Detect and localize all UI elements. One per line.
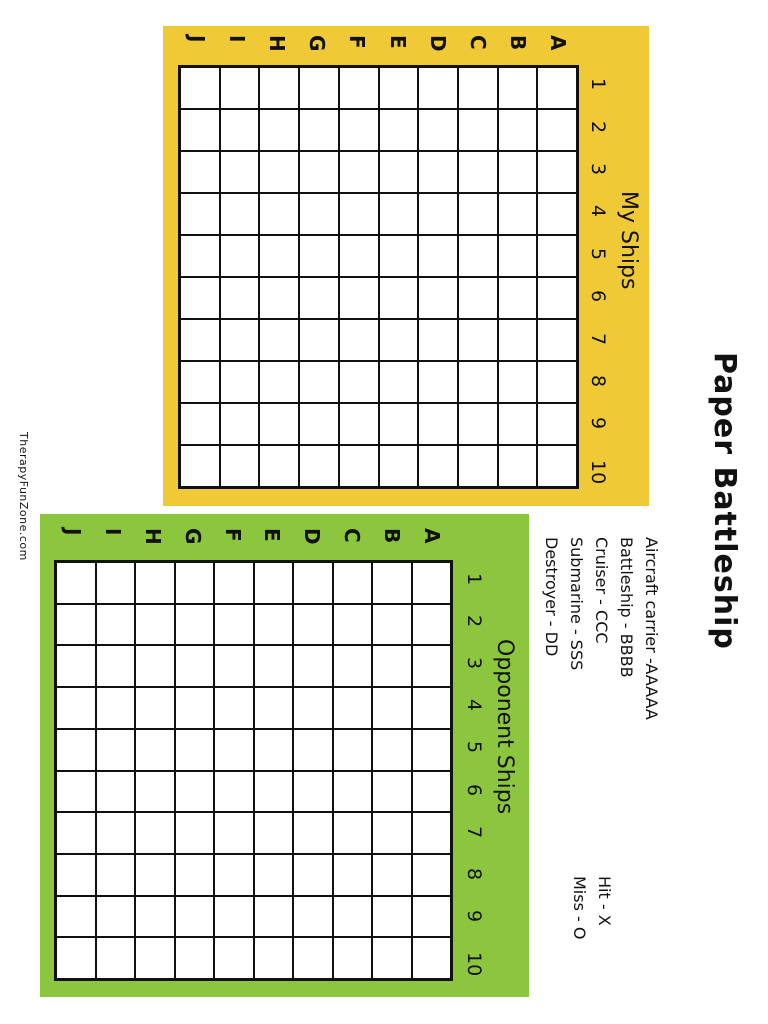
grid-cell[interactable] [254, 896, 294, 938]
grid-cell[interactable] [412, 729, 452, 771]
grid-cell[interactable] [498, 403, 538, 445]
grid-cell[interactable] [537, 319, 577, 361]
grid-cell[interactable] [293, 604, 333, 646]
grid-cell[interactable] [379, 193, 419, 235]
grid-cell[interactable] [537, 193, 577, 235]
grid-cell[interactable] [333, 687, 373, 729]
column-label: 4 [587, 205, 609, 218]
grid-cell[interactable] [379, 67, 419, 109]
grid-cell[interactable] [537, 151, 577, 193]
grid-cell[interactable] [379, 151, 419, 193]
grid-cell[interactable] [254, 771, 294, 813]
grid-cell[interactable] [293, 854, 333, 896]
grid-cell[interactable] [333, 937, 373, 979]
grid-cell[interactable] [458, 193, 498, 235]
grid-cell[interactable] [333, 812, 373, 854]
grid-cell[interactable] [293, 687, 333, 729]
ship-destroyer: Destroyer - DD [542, 537, 561, 657]
grid-cell[interactable] [372, 562, 412, 604]
grid-cell[interactable] [299, 109, 339, 151]
grid-cell[interactable] [96, 687, 136, 729]
grid-cell[interactable] [498, 67, 538, 109]
row-label: E [385, 35, 410, 49]
grid-cell[interactable] [372, 645, 412, 687]
grid-cell[interactable] [220, 193, 260, 235]
row-label: F [220, 528, 245, 542]
grid-cell[interactable] [220, 319, 260, 361]
row-label: E [260, 528, 285, 542]
grid-cell[interactable] [372, 729, 412, 771]
grid-cell[interactable] [180, 235, 220, 277]
grid-cell[interactable] [214, 937, 254, 979]
grid-cell[interactable] [372, 937, 412, 979]
grid-cell[interactable] [259, 109, 299, 151]
grid-cell[interactable] [458, 403, 498, 445]
grid-cell[interactable] [175, 604, 215, 646]
grid-cell[interactable] [175, 937, 215, 979]
grid-cell[interactable] [537, 445, 577, 487]
row-label: C [465, 35, 490, 50]
my-ships-panel [163, 26, 649, 506]
row-label: H [140, 528, 165, 545]
grid-cell[interactable] [135, 812, 175, 854]
my-ships-grid [178, 65, 579, 489]
grid-cell[interactable] [254, 562, 294, 604]
grid-cell[interactable] [412, 771, 452, 813]
grid-cell[interactable] [339, 67, 379, 109]
grid-cell[interactable] [372, 854, 412, 896]
page-title: Paper Battleship [707, 352, 742, 650]
grid-cell[interactable] [498, 235, 538, 277]
ship-aircraft-carrier: Aircraft carrier -AAAAA [642, 537, 661, 720]
grid-cell[interactable] [379, 109, 419, 151]
grid-cell[interactable] [412, 562, 452, 604]
grid-cell[interactable] [372, 771, 412, 813]
grid-cell[interactable] [254, 812, 294, 854]
grid-cell[interactable] [180, 151, 220, 193]
grid-cell[interactable] [96, 562, 136, 604]
grid-cell[interactable] [537, 277, 577, 319]
grid-cell[interactable] [339, 235, 379, 277]
grid-cell[interactable] [175, 645, 215, 687]
column-label: 9 [587, 417, 609, 430]
website-credit: TherapyFunZone.com [17, 432, 30, 561]
grid-cell[interactable] [299, 319, 339, 361]
grid-cell[interactable] [254, 854, 294, 896]
grid-cell[interactable] [537, 235, 577, 277]
grid-cell[interactable] [293, 771, 333, 813]
grid-cell[interactable] [220, 151, 260, 193]
grid-cell[interactable] [412, 604, 452, 646]
column-label: 2 [587, 120, 609, 133]
grid-cell[interactable] [180, 193, 220, 235]
grid-cell[interactable] [135, 896, 175, 938]
grid-cell[interactable] [214, 854, 254, 896]
grid-cell[interactable] [180, 445, 220, 487]
grid-cell[interactable] [214, 812, 254, 854]
grid-cell[interactable] [220, 67, 260, 109]
grid-cell[interactable] [418, 361, 458, 403]
grid-cell[interactable] [299, 277, 339, 319]
grid-cell[interactable] [293, 937, 333, 979]
grid-cell[interactable] [56, 645, 96, 687]
legend-hit: Hit - X [595, 876, 614, 926]
column-label: 9 [463, 909, 485, 922]
grid-cell[interactable] [214, 687, 254, 729]
row-label: B [380, 528, 405, 544]
grid-cell[interactable] [96, 604, 136, 646]
grid-cell[interactable] [175, 854, 215, 896]
grid-cell[interactable] [537, 67, 577, 109]
grid-cell[interactable] [56, 854, 96, 896]
legend-miss: Miss - O [570, 876, 589, 940]
grid-cell[interactable] [259, 319, 299, 361]
grid-cell[interactable] [180, 319, 220, 361]
grid-cell[interactable] [214, 562, 254, 604]
grid-cell[interactable] [299, 403, 339, 445]
column-label: 3 [463, 657, 485, 670]
grid-cell[interactable] [175, 771, 215, 813]
grid-cell[interactable] [333, 562, 373, 604]
grid-cell[interactable] [214, 896, 254, 938]
row-label: H [265, 35, 290, 52]
grid-cell[interactable] [537, 361, 577, 403]
row-label: D [425, 35, 450, 52]
column-label: 10 [587, 459, 609, 484]
grid-cell[interactable] [498, 109, 538, 151]
grid-cell[interactable] [135, 645, 175, 687]
row-label: F [345, 35, 370, 49]
row-label: J [60, 528, 85, 536]
grid-cell[interactable] [339, 403, 379, 445]
row-label: D [300, 528, 325, 545]
grid-cell[interactable] [56, 729, 96, 771]
grid-cell[interactable] [299, 151, 339, 193]
grid-cell[interactable] [299, 445, 339, 487]
grid-cell[interactable] [56, 937, 96, 979]
grid-cell[interactable] [412, 937, 452, 979]
grid-cell[interactable] [175, 687, 215, 729]
grid-cell[interactable] [333, 729, 373, 771]
column-label: 1 [587, 78, 609, 91]
grid-cell[interactable] [259, 277, 299, 319]
grid-cell[interactable] [498, 319, 538, 361]
grid-cell[interactable] [293, 645, 333, 687]
row-label: I [100, 528, 125, 536]
grid-cell[interactable] [379, 361, 419, 403]
grid-cell[interactable] [293, 896, 333, 938]
grid-cell[interactable] [96, 896, 136, 938]
row-label: I [225, 35, 250, 43]
opponent-ships-grid [54, 560, 453, 981]
grid-cell[interactable] [254, 937, 294, 979]
grid-cell[interactable] [498, 445, 538, 487]
grid-cell[interactable] [418, 403, 458, 445]
grid-cell[interactable] [372, 896, 412, 938]
grid-cell[interactable] [175, 729, 215, 771]
grid-cell[interactable] [56, 687, 96, 729]
row-label: G [305, 35, 330, 52]
column-label: 1 [463, 573, 485, 586]
grid-cell[interactable] [56, 771, 96, 813]
grid-cell[interactable] [418, 67, 458, 109]
grid-cell[interactable] [220, 235, 260, 277]
grid-cell[interactable] [339, 277, 379, 319]
grid-cell[interactable] [56, 812, 96, 854]
grid-cell[interactable] [220, 403, 260, 445]
grid-cell[interactable] [379, 403, 419, 445]
grid-cell[interactable] [339, 109, 379, 151]
grid-cell[interactable] [458, 67, 498, 109]
grid-cell[interactable] [135, 604, 175, 646]
column-label: 6 [587, 290, 609, 303]
grid-cell[interactable] [339, 445, 379, 487]
grid-cell[interactable] [458, 151, 498, 193]
grid-cell[interactable] [214, 729, 254, 771]
grid-cell[interactable] [220, 277, 260, 319]
grid-cell[interactable] [135, 687, 175, 729]
grid-cell[interactable] [259, 445, 299, 487]
grid-cell[interactable] [56, 604, 96, 646]
grid-cell[interactable] [180, 361, 220, 403]
column-label: 2 [463, 615, 485, 628]
grid-cell[interactable] [175, 562, 215, 604]
grid-cell[interactable] [293, 562, 333, 604]
grid-cell[interactable] [537, 109, 577, 151]
grid-cell[interactable] [254, 687, 294, 729]
grid-cell[interactable] [537, 403, 577, 445]
grid-cell[interactable] [418, 151, 458, 193]
grid-cell[interactable] [96, 771, 136, 813]
grid-cell[interactable] [299, 193, 339, 235]
grid-cell[interactable] [333, 604, 373, 646]
grid-cell[interactable] [458, 445, 498, 487]
grid-cell[interactable] [418, 109, 458, 151]
grid-cell[interactable] [259, 151, 299, 193]
grid-cell[interactable] [458, 109, 498, 151]
grid-cell[interactable] [458, 319, 498, 361]
grid-cell[interactable] [379, 445, 419, 487]
row-label: G [180, 528, 205, 545]
grid-cell[interactable] [372, 687, 412, 729]
panel-title: My Ships [616, 191, 641, 290]
opponent-ships-panel [40, 514, 529, 997]
grid-cell[interactable] [412, 854, 452, 896]
grid-cell[interactable] [254, 729, 294, 771]
column-label: 8 [463, 867, 485, 880]
grid-cell[interactable] [339, 151, 379, 193]
grid-cell[interactable] [498, 277, 538, 319]
grid-cell[interactable] [96, 729, 136, 771]
grid-cell[interactable] [412, 645, 452, 687]
grid-cell[interactable] [96, 854, 136, 896]
grid-cell[interactable] [180, 67, 220, 109]
grid-cell[interactable] [135, 854, 175, 896]
grid-cell[interactable] [254, 645, 294, 687]
grid-cell[interactable] [254, 604, 294, 646]
grid-cell[interactable] [180, 277, 220, 319]
grid-cell[interactable] [418, 235, 458, 277]
grid-cell[interactable] [96, 937, 136, 979]
grid-cell[interactable] [220, 109, 260, 151]
grid-cell[interactable] [418, 445, 458, 487]
grid-cell[interactable] [412, 687, 452, 729]
grid-cell[interactable] [418, 277, 458, 319]
grid-cell[interactable] [299, 235, 339, 277]
grid-cell[interactable] [56, 896, 96, 938]
row-label: B [505, 35, 530, 51]
grid-cell[interactable] [339, 319, 379, 361]
grid-cell[interactable] [214, 645, 254, 687]
column-label: 10 [463, 951, 485, 977]
panel-title: Opponent Ships [492, 639, 517, 815]
grid-cell[interactable] [135, 729, 175, 771]
grid-cell[interactable] [96, 645, 136, 687]
grid-cell[interactable] [214, 771, 254, 813]
column-label: 6 [463, 783, 485, 796]
grid-cell[interactable] [458, 235, 498, 277]
grid-cell[interactable] [412, 812, 452, 854]
ship-cruiser: Cruiser - CCC [592, 537, 611, 644]
grid-cell[interactable] [175, 896, 215, 938]
grid-cell[interactable] [379, 235, 419, 277]
grid-cell[interactable] [418, 193, 458, 235]
grid-cell[interactable] [339, 361, 379, 403]
column-label: 8 [587, 375, 609, 388]
grid-cell[interactable] [220, 445, 260, 487]
grid-cell[interactable] [259, 235, 299, 277]
grid-cell[interactable] [498, 151, 538, 193]
grid-cell[interactable] [175, 812, 215, 854]
grid-cell[interactable] [299, 361, 339, 403]
row-label: A [420, 528, 445, 544]
grid-cell[interactable] [259, 403, 299, 445]
column-label: 7 [463, 825, 485, 838]
grid-cell[interactable] [333, 896, 373, 938]
grid-cell[interactable] [259, 193, 299, 235]
grid-cell[interactable] [299, 67, 339, 109]
ship-submarine: Submarine - SSS [567, 537, 586, 671]
row-label: J [185, 35, 210, 43]
ship-battleship: Battleship - BBBB [617, 537, 636, 678]
grid-cell[interactable] [379, 277, 419, 319]
row-label: C [340, 528, 365, 543]
grid-cell[interactable] [293, 812, 333, 854]
grid-cell[interactable] [458, 277, 498, 319]
grid-cell[interactable] [220, 361, 260, 403]
grid-cell[interactable] [96, 812, 136, 854]
grid-cell[interactable] [372, 812, 412, 854]
grid-cell[interactable] [498, 361, 538, 403]
grid-cell[interactable] [498, 193, 538, 235]
column-label: 3 [587, 163, 609, 176]
grid-cell[interactable] [333, 645, 373, 687]
grid-cell[interactable] [372, 604, 412, 646]
grid-cell[interactable] [339, 193, 379, 235]
grid-cell[interactable] [333, 771, 373, 813]
grid-cell[interactable] [259, 361, 299, 403]
grid-cell[interactable] [135, 562, 175, 604]
grid-cell[interactable] [293, 729, 333, 771]
column-label: 7 [587, 332, 609, 345]
grid-cell[interactable] [180, 109, 220, 151]
grid-cell[interactable] [135, 937, 175, 979]
row-label: A [545, 35, 570, 51]
grid-cell[interactable] [180, 403, 220, 445]
grid-cell[interactable] [458, 361, 498, 403]
grid-cell[interactable] [418, 319, 458, 361]
column-label: 5 [463, 741, 485, 754]
grid-cell[interactable] [412, 896, 452, 938]
grid-cell[interactable] [333, 854, 373, 896]
column-label: 5 [587, 247, 609, 260]
grid-cell[interactable] [214, 604, 254, 646]
column-label: 4 [463, 699, 485, 712]
grid-cell[interactable] [259, 67, 299, 109]
grid-cell[interactable] [135, 771, 175, 813]
grid-cell[interactable] [56, 562, 96, 604]
grid-cell[interactable] [379, 319, 419, 361]
